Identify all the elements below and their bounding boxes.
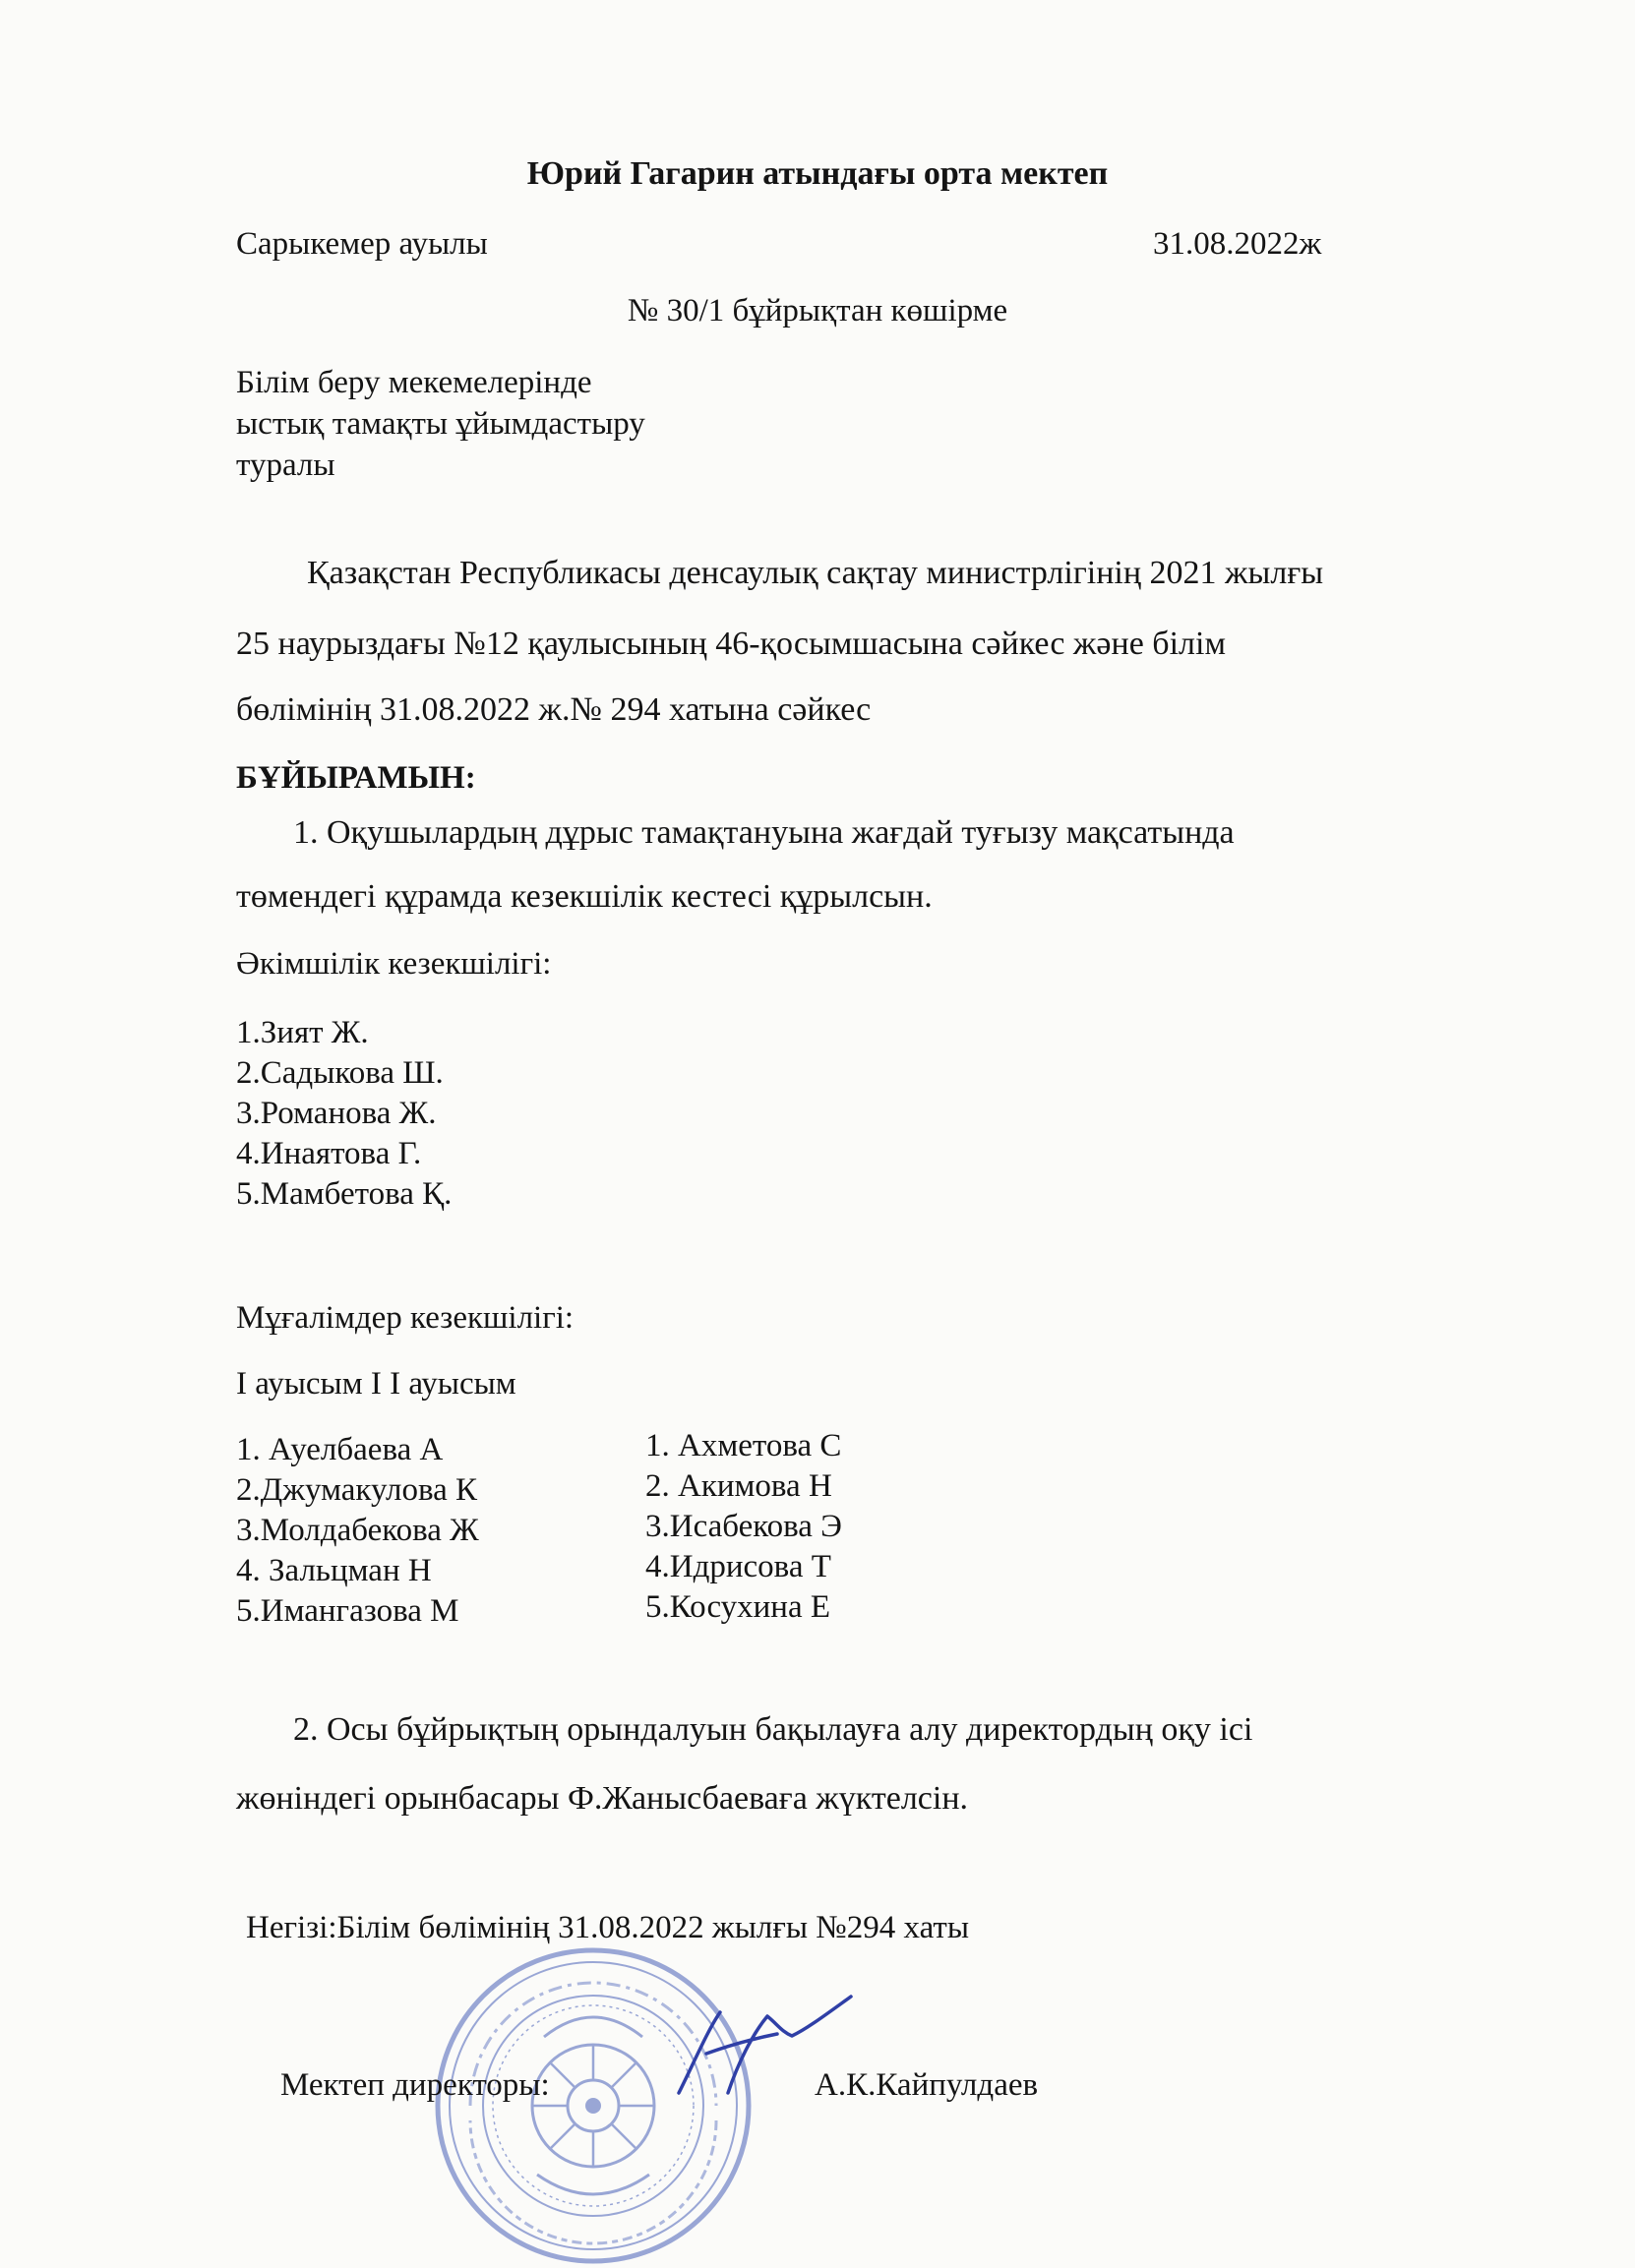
order-word: БҰЙЫРАМЫН: [236,760,476,796]
list-item: 1.Зият Ж. [236,1015,369,1050]
list-item: 2.Джумакулова К [236,1472,478,1508]
preamble-line: Қазақстан Республикасы денсаулық сақтау министрлігінің 2021 жылғы [307,555,1324,591]
list-item: 4.Инаятова Г. [236,1136,422,1171]
shift2-list [645,1426,842,1628]
list-item: 4.Идрисова Т [645,1549,831,1584]
list-item: 3.Исабекова Э [645,1509,842,1544]
subject-line: туралы [236,448,335,483]
list-item: 2. Акимова Н [645,1468,832,1504]
item1-line: 1. Оқушылардың дұрыс тамақтануына жағдай туғызу мақсатында [293,814,1235,851]
list-item: 5.Имангазова М [236,1593,459,1629]
list-item: 5.Мамбетова Қ. [236,1176,453,1212]
list-item: 3.Романова Ж. [236,1096,437,1131]
preamble-line: 25 наурыздағы №12 қаулысының 46-қосымшасына сәйкес және білім [236,626,1226,662]
list-item: 2.Садыкова Ш. [236,1055,444,1091]
admin-duty-heading: Әкімшілік кезекшілігі: [236,946,552,982]
item1-line: төмендегі құрамда кезекшілік кестесі құрылсын. [236,878,933,915]
list-item: 1. Ауелбаева А [236,1432,444,1467]
teacher-duty-heading: Мұғалімдер кезекшілігі: [236,1300,575,1336]
subject-line: ыстық тамақты ұйымдастыру [236,406,645,442]
list-item: 3.Молдабекова Ж [236,1513,479,1548]
order-subject [236,362,645,486]
director-name: А.К.Кайпулдаев [815,2067,1039,2103]
list-item: 4. Зальцман Н [236,1553,432,1588]
order-date: 31.08.2022ж [1153,226,1322,262]
order-basis: Негізі:Білім бөлімінің 31.08.2022 жылғы №294 хаты [246,1910,969,1945]
shift1-list [236,1430,479,1632]
shifts-label: I ауысым I I ауысым [236,1366,516,1402]
list-item: 5.Косухина Е [645,1589,831,1625]
order-title: № 30/1 бұйрықтан көшірме [627,293,1008,328]
admin-duty-list [236,1013,452,1215]
list-item: 1. Ахметова С [645,1428,842,1463]
school-name: Юрий Гагарин атындағы орта мектеп [526,155,1109,192]
director-position: Мектеп директоры: [280,2067,550,2103]
item2-line: 2. Осы бұйрықтың орындалуын бақылауға алу директордың оқу ісі [293,1711,1253,1748]
preamble-line: бөлімінің 31.08.2022 ж.№ 294 хатына сәйкес [236,691,872,728]
item2-line: жөніндегі орынбасары Ф.Жанысбаеваға жүктелсін. [236,1780,969,1817]
subject-line: Білім беру мекемелерінде [236,365,592,400]
village-name: Сарыкемер ауылы [236,226,488,262]
